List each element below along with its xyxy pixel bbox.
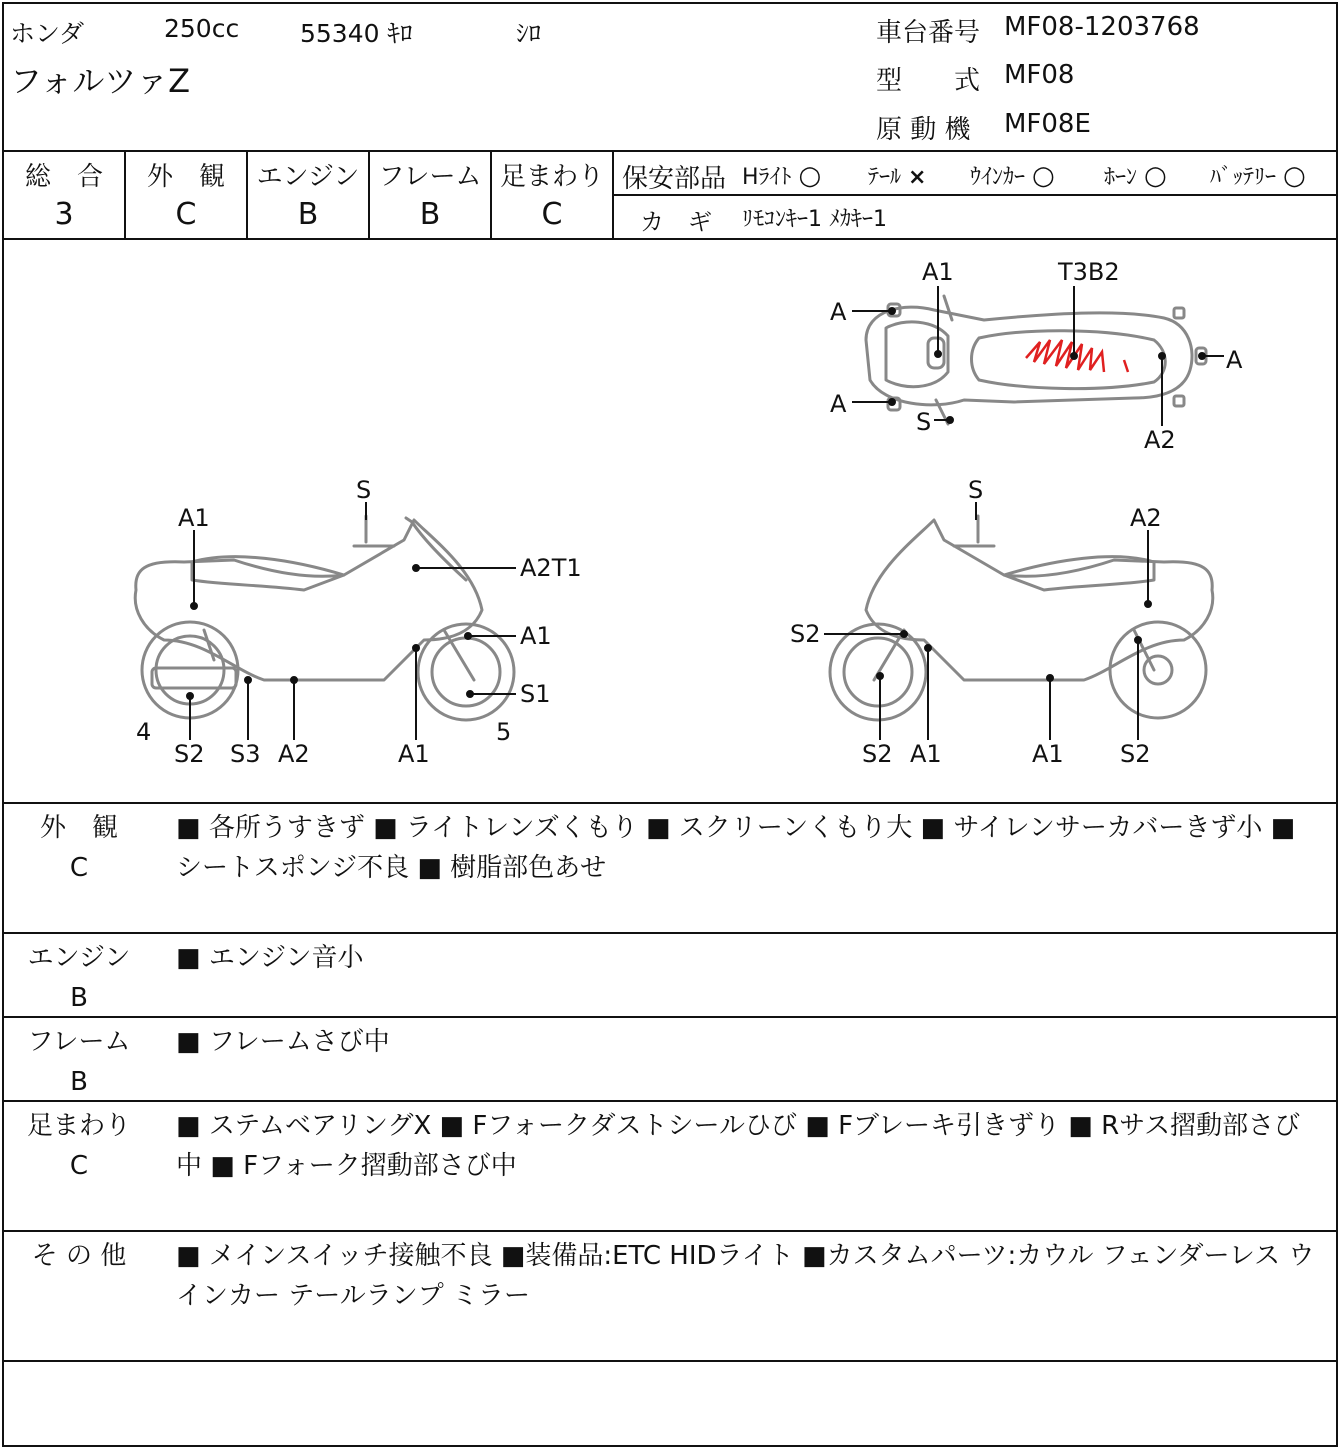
engine-value: MF08E [1004, 109, 1091, 139]
grade-label: エンジン [256, 162, 360, 192]
diagram-label: A1 [178, 504, 210, 532]
chassis-label: 車台番号 [876, 18, 981, 48]
grade-overall [4, 154, 124, 238]
grade-label: 足まわり [499, 162, 604, 192]
circle-mark-icon: ○ [1032, 161, 1055, 191]
section-title: 外 観 [39, 813, 118, 843]
grade-value: B [297, 197, 319, 232]
section-title: エンジン [27, 943, 131, 973]
grade-suspension [492, 154, 612, 238]
section-grade: B [70, 983, 88, 1013]
diagram-label: S [968, 476, 984, 504]
section-title: そ の 他 [31, 1241, 127, 1271]
section-other-text: ■ メインスイッチ接触不良 ■装備品:ETC HIDライト ■カスタムパーツ:カウル フェンダーレス ウインカー テールランプ ミラー [176, 1241, 1315, 1311]
section-grade: C [69, 853, 89, 883]
section-grade: B [70, 1067, 88, 1097]
diagram-label: A2T1 [520, 554, 582, 582]
grade-engine [248, 154, 368, 238]
diagram-label: A [830, 390, 847, 418]
key-value: ﾘﾓｺﾝｷｰ1 ﾒｶｷｰ1 [742, 207, 887, 232]
diagram-label: 5 [496, 718, 512, 746]
grade-label: 外 観 [146, 162, 225, 192]
circle-mark-icon: ○ [798, 161, 822, 191]
diagram-label: A2 [1144, 426, 1176, 454]
grade-label: 総 合 [24, 162, 103, 192]
diagram-label: S1 [520, 680, 551, 708]
section-frame-label [4, 1022, 154, 1102]
diagram-label: A1 [520, 622, 552, 650]
divider [4, 802, 1336, 804]
damage-diagram [4, 240, 1336, 802]
top-view-tail [1174, 308, 1184, 318]
left-front-hub [432, 638, 500, 706]
diagram-label: S [916, 408, 932, 436]
diagram-label: 4 [136, 718, 152, 746]
diagram-label: A2 [278, 740, 310, 768]
grade-frame [370, 154, 490, 238]
divider [4, 1230, 1336, 1232]
diagram-label: A1 [398, 740, 430, 768]
safety-label: 保安部品 [622, 164, 727, 194]
divider [614, 194, 1336, 196]
safety-item-name: ﾊﾞｯﾃﾘｰ [1210, 165, 1277, 190]
divider [4, 1100, 1336, 1102]
safety-item-name: ﾎｰﾝ [1104, 165, 1138, 190]
cross-mark-icon: × [908, 165, 927, 190]
grade-value: C [175, 197, 197, 232]
section-frame-text: ■ フレームさび中 [176, 1027, 390, 1057]
section-suspension-label [4, 1106, 154, 1186]
safety-item-name: ﾃｰﾙ [868, 165, 902, 190]
displacement: 250cc [164, 14, 240, 43]
grade-exterior [126, 154, 246, 238]
section-exterior-label [4, 808, 154, 888]
diagram-label: A1 [922, 258, 954, 286]
type-label: 型 式 [876, 66, 981, 96]
mileage: 55340 ｷﾛ [300, 19, 413, 48]
grade-value: C [541, 197, 563, 232]
top-view-tail [1174, 396, 1184, 406]
diagram-label: A [830, 298, 847, 326]
inspection-sheet [2, 2, 1338, 1447]
diagram-label: S2 [862, 740, 893, 768]
section-engine-label [4, 938, 154, 1018]
divider [4, 150, 1336, 152]
diagram-label: T3B2 [1058, 258, 1120, 286]
diagram-label: A2 [1130, 504, 1162, 532]
chassis-value: MF08-1203768 [1004, 12, 1200, 42]
safety-item-battery [1210, 160, 1306, 191]
model-name: フォルツァZ [10, 62, 191, 100]
divider [4, 932, 1336, 934]
diagram-label: S [356, 476, 372, 504]
grade-value: 3 [54, 197, 74, 232]
diagram-label: A [1226, 346, 1243, 374]
safety-item-headlight [742, 160, 821, 191]
section-other-label [4, 1236, 154, 1276]
section-exterior-text: ■ 各所うすきず ■ ライトレンズくもり ■ スクリーンくもり大 ■ サイレンサーカバーきず小 ■ シートスポンジ不良 ■ 樹脂部色あせ [176, 813, 1296, 883]
circle-mark-icon: ○ [1144, 161, 1167, 191]
top-view-mirror [944, 296, 952, 320]
key-label: カ ギ [640, 208, 712, 236]
safety-item-name: Hﾗｲﾄ [742, 165, 792, 190]
section-title: フレーム [27, 1027, 131, 1057]
diagram-label: S2 [1120, 740, 1151, 768]
grade-label: フレーム [378, 162, 482, 192]
diagram-label: A1 [1032, 740, 1064, 768]
safety-item-winker [970, 160, 1055, 191]
maker: ホンダ [10, 19, 85, 48]
grade-value: B [419, 197, 441, 232]
safety-item-name: ｳｲﾝｶｰ [970, 165, 1026, 190]
safety-item-horn [1104, 160, 1167, 191]
section-suspension-text: ■ ステムベアリングX ■ Fフォークダストシールひび ■ Fブレーキ引きずり ■ Rサス摺動部さび中 ■ Fフォーク摺動部さび中 [176, 1111, 1301, 1181]
divider [4, 1016, 1336, 1018]
circle-mark-icon: ○ [1283, 161, 1306, 191]
section-engine-text: ■ エンジン音小 [176, 943, 364, 973]
safety-item-tail [868, 160, 926, 191]
diagram-label: S2 [790, 620, 821, 648]
color: ｼﾛ [516, 19, 542, 48]
section-title: 足まわり [26, 1111, 131, 1141]
engine-label: 原 動 機 [876, 115, 971, 145]
diagram-label: S3 [230, 740, 261, 768]
diagram-label: S2 [174, 740, 205, 768]
divider [4, 1360, 1336, 1362]
diagram-label: A1 [910, 740, 942, 768]
type-value: MF08 [1004, 60, 1075, 90]
section-grade: C [69, 1151, 89, 1181]
